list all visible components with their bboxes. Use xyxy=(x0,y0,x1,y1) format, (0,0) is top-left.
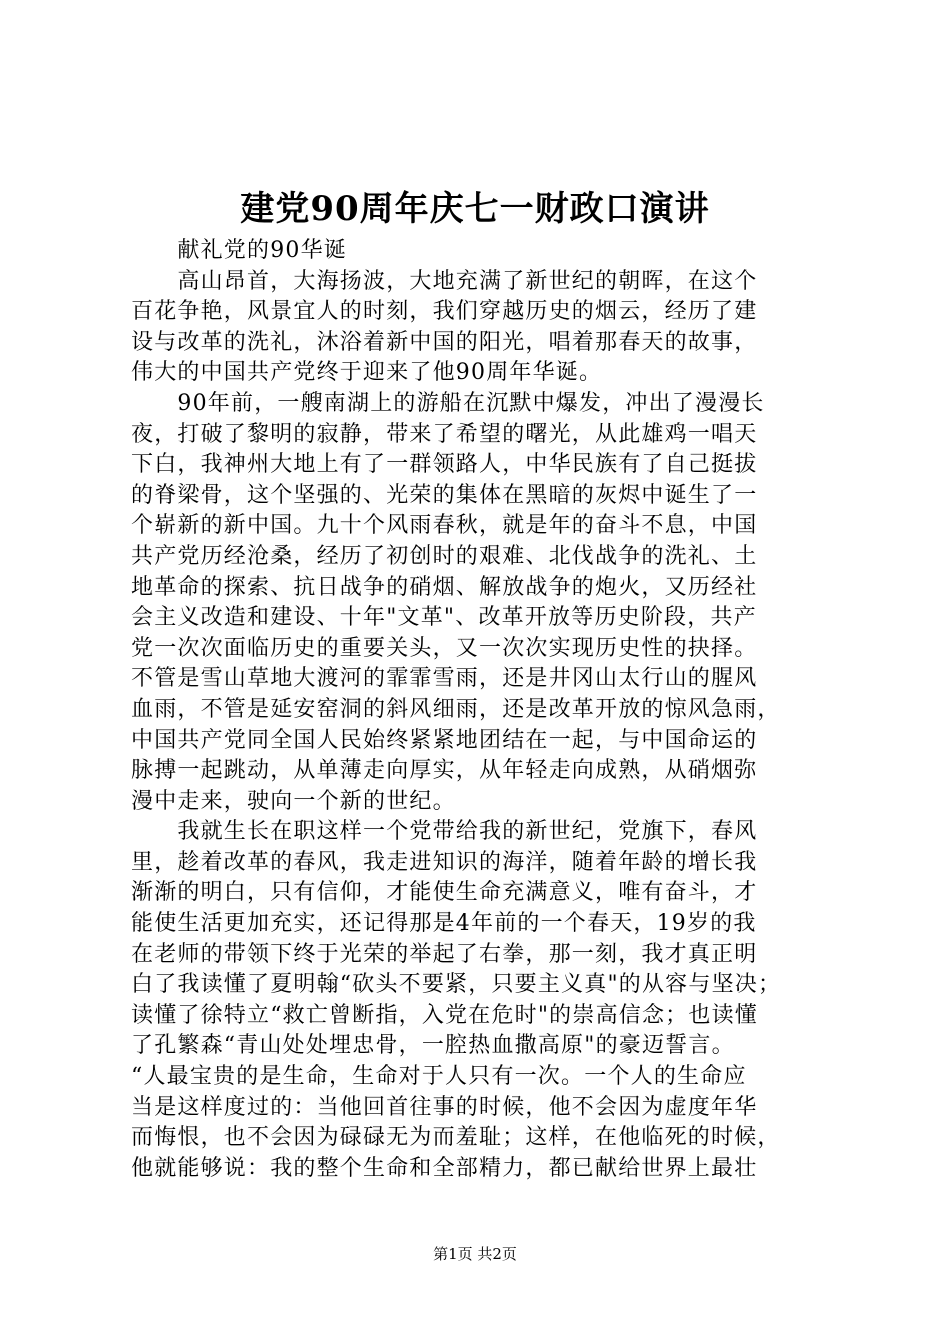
body-line: 脉搏一起跳动，从单薄走向厚实，从年轻走向成熟，从硝烟弥 xyxy=(131,758,758,784)
body-line: 90年前，一艘南湖上的游船在沉默中爆发，冲出了漫漫长 xyxy=(131,390,765,416)
body-line: 中国共产党同全国人民始终紧紧地团结在一起，与中国命运的 xyxy=(131,727,758,753)
body-line: 读懂了徐特立“救亡曾断指，入党在危时"的崇高信念；也读懂 xyxy=(131,1002,758,1028)
body-line: “人最宝贵的是生命，生命对于人只有一次。一个人的生命应 xyxy=(131,1064,747,1090)
body-line: 当是这样度过的：当他回首往事的时候，他不会因为虚度年华 xyxy=(131,1094,758,1120)
body-line: 我就生长在职这样一个党带给我的新世纪，党旗下，春风 xyxy=(131,819,758,845)
body-line: 不管是雪山草地大渡河的霏霏雪雨，还是井冈山太行山的腥风 xyxy=(131,666,758,692)
body-line: 个崭新的新中国。九十个风雨春秋，就是年的奋斗不息，中国 xyxy=(131,513,758,539)
body-line: 伟大的中国共产党终于迎来了他90周年华诞。 xyxy=(131,360,603,386)
body-line: 而悔恨，也不会因为碌碌无为而羞耻；这样，在他临死的时候， xyxy=(131,1125,781,1151)
body-line: 设与改革的洗礼，沐浴着新中国的阳光，唱着那春天的故事， xyxy=(131,329,758,355)
body-line: 的脊梁骨，这个坚强的、光荣的集体在黑暗的灰烬中诞生了一 xyxy=(131,482,758,508)
body-line: 漫中走来，驶向一个新的世纪。 xyxy=(131,788,456,814)
body-line: 百花争艳，风景宜人的时刻，我们穿越历史的烟云，经历了建 xyxy=(131,299,758,325)
body-line: 夜，打破了黎明的寂静，带来了希望的曙光，从此雄鸡一唱天 xyxy=(131,421,758,447)
body-line: 地革命的探索、抗日战争的硝烟、解放战争的炮火，又历经社 xyxy=(131,574,758,600)
body-line: 党一次次面临历史的重要关头，又一次次实现历史性的抉择。 xyxy=(131,635,758,661)
body-line: 献礼党的90华诞 xyxy=(131,238,347,263)
body-line: 在老师的带领下终于光荣的举起了右拳，那一刻，我才真正明 xyxy=(131,941,758,967)
document-body xyxy=(131,236,843,1184)
body-line: 里，趁着改革的春风，我走进知识的海洋，随着年龄的增长我 xyxy=(131,849,758,875)
body-line: 下白，我神州大地上有了一群领路人，中华民族有了自己挺拔 xyxy=(131,452,758,478)
body-line: 渐渐的明白，只有信仰，才能使生命充满意义，唯有奋斗，才 xyxy=(131,880,758,906)
body-line: 血雨，不管是延安窑洞的斜风细雨，还是改革开放的惊风急雨， xyxy=(131,696,781,722)
body-line: 他就能够说：我的整个生命和全部精力，都已献给世界上最壮 xyxy=(131,1155,758,1181)
page-number-footer: 第1页 共2页 xyxy=(433,1245,517,1263)
body-line: 会主义改造和建设、十年"文革"、改革开放等历史阶段，共产 xyxy=(131,605,757,631)
document-title: 建党90周年庆七一财政口演讲 xyxy=(240,189,710,229)
body-line: 高山昂首，大海扬波，大地充满了新世纪的朝晖，在这个 xyxy=(131,268,758,294)
body-line: 了孔繁森“青山处处埋忠骨，一腔热血撒高原"的豪迈誓言。 xyxy=(131,1033,735,1059)
body-line: 白了我读懂了夏明翰“砍头不要紧，只要主义真"的从容与坚决； xyxy=(131,972,782,998)
body-line: 能使生活更加充实，还记得那是4年前的一个春天，19岁的我 xyxy=(131,911,757,937)
body-line: 共产党历经沧桑，经历了初创时的艰难、北伐战争的洗礼、土 xyxy=(131,543,758,569)
